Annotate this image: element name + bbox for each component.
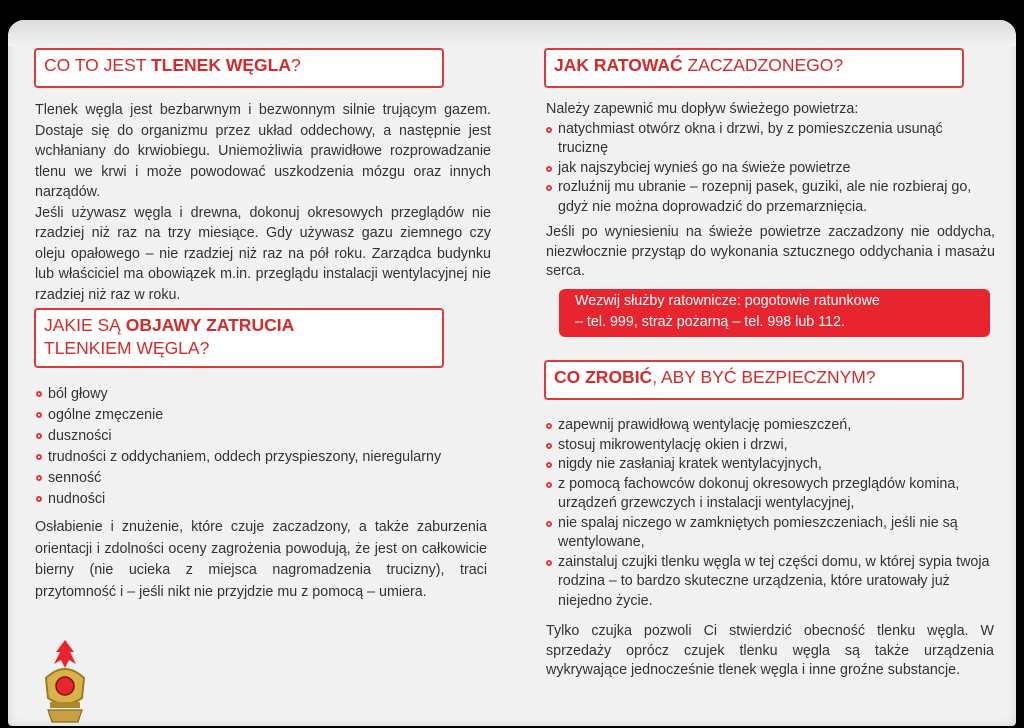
fire-service-emblem-icon	[36, 638, 94, 724]
emergency-line: Wezwij służby ratownicze: pogotowie ratunkowe	[575, 293, 880, 309]
intro-paragraph: Tlenek węgla jest bezbarwnym i bezwonnym silnie trującym gazem. Dostaje się do organizmu przez układ oddechowy, a następnie jest wchłaniany do krwiobiegu. Uniemożliwia prawidłowe rozprowadzanie tlenu we krwi i może powodować uszkodzenia mózgu oraz innych narządów.	[35, 102, 491, 200]
list-item: jak najszybciej wynieś go na świeże powietrze	[546, 159, 996, 179]
outro-text: Osłabienie i znużenie, które czuje zaczadzony, a także zaburzenia orientacji i zdolności oceny zagrożenia powodują, że jest on całkowicie bierny (nie ucieka z miejsca nagromadzenia trucizny), traci przytomność i – jeśli nikt nie przyjdzie mu z pomocą – umiera.	[35, 519, 487, 600]
list-item: trudności z oddychaniem, oddech przyspieszony, nieregularny	[36, 447, 496, 468]
heading-what-is-co	[34, 48, 444, 88]
heading-bold: OBJAWY ZATRUCIA	[125, 315, 295, 335]
list-item: ogólne zmęczenie	[36, 405, 496, 426]
list-item: nie spalaj niczego w zamkniętych pomieszczeniach, jeśli nie są wentylowane,	[546, 514, 996, 553]
heading-text: , ABY BYĆ BEZPIECZNYM?	[652, 367, 876, 387]
list-item: stosuj mikrowentylację okien i drzwi,	[546, 436, 996, 456]
final-text: Tylko czujka pozwoli Ci stwierdzić obecność tlenku węgla. W sprzedaży oprócz czujek tlenku węgla są także urządzenia wykrywające jednocześnie tlenek węgla i inne groźne substancje.	[546, 623, 994, 678]
heading-bold: JAK RATOWAĆ	[554, 55, 683, 75]
list-item: nigdy nie zasłaniaj kratek wentylacyjnych,	[546, 455, 996, 475]
emergency-line: – tel. 999, straż pożarną – tel. 998 lub 112.	[575, 313, 845, 330]
heading-text: ?	[290, 55, 301, 75]
heading-text: TLENKIEM WĘGLA?	[44, 338, 210, 358]
list-item: natychmiast otwórz okna i drzwi, by z pomieszczenia usunąć truciznę	[546, 120, 996, 159]
list-item: zainstaluj czujki tlenku węgla w tej części domu, w której sypia twoja rodzina – to bardzo skuteczne urządzenia, które uratowały już niejedno życie.	[546, 553, 996, 612]
leaflet-page	[8, 20, 1016, 726]
list-item: z pomocą fachowców dokonuj okresowych przeglądów komina, urządzeń grzewczych i instalacji wentylacyjnej,	[546, 475, 996, 514]
list-item: zapewnij prawidłową wentylację pomieszczeń,	[546, 416, 996, 436]
rescue-section	[546, 100, 996, 217]
heading-text: ZACZADZONEGO?	[682, 55, 844, 75]
rescue-lead: Należy zapewnić mu dopływ świeżego powietrza:	[546, 101, 859, 117]
emergency-numbers-banner	[559, 289, 990, 337]
heading-text: CO TO JEST	[44, 55, 151, 75]
list-item: ból głowy	[36, 384, 496, 405]
heading-safety	[544, 360, 964, 400]
list-item: senność	[36, 468, 496, 489]
intro-text	[35, 100, 491, 305]
heading-rescue	[544, 48, 964, 88]
list-item: rozluźnij mu ubranie – rozepnij pasek, guziki, ale nie rozbieraj go, gdyż nie można doprowadzić do przemarznięcia.	[546, 178, 996, 217]
heading-bold: CO ZROBIĆ	[554, 367, 653, 387]
list-item: duszności	[36, 426, 496, 447]
list-item: nudności	[36, 489, 496, 510]
symptoms-list	[36, 384, 496, 510]
heading-symptoms	[34, 308, 444, 368]
heading-bold: TLENEK WĘGLA	[150, 55, 291, 75]
heading-text: JAKIE SĄ	[44, 315, 126, 335]
intro-paragraph: Jeśli używasz węgla i drewna, dokonuj okresowych przeglądów nie rzadziej niż raz na trzy miesiące. Gdy używasz gazu ziemnego czy oleju opałowego – nie rzadziej niż raz na pół roku. Zarządca budynku lub właściciel ma obowiązek m.in. przeglądu instalacji wentylacyjnej nie rzadziej niż raz w roku.	[35, 204, 491, 303]
rescue-after-text: Jeśli po wyniesieniu na świeże powietrze zaczadzony nie oddycha, niezwłocznie przystąp do wykonania sztucznego oddychania i masażu serca.	[546, 224, 995, 279]
safety-list	[546, 416, 996, 611]
